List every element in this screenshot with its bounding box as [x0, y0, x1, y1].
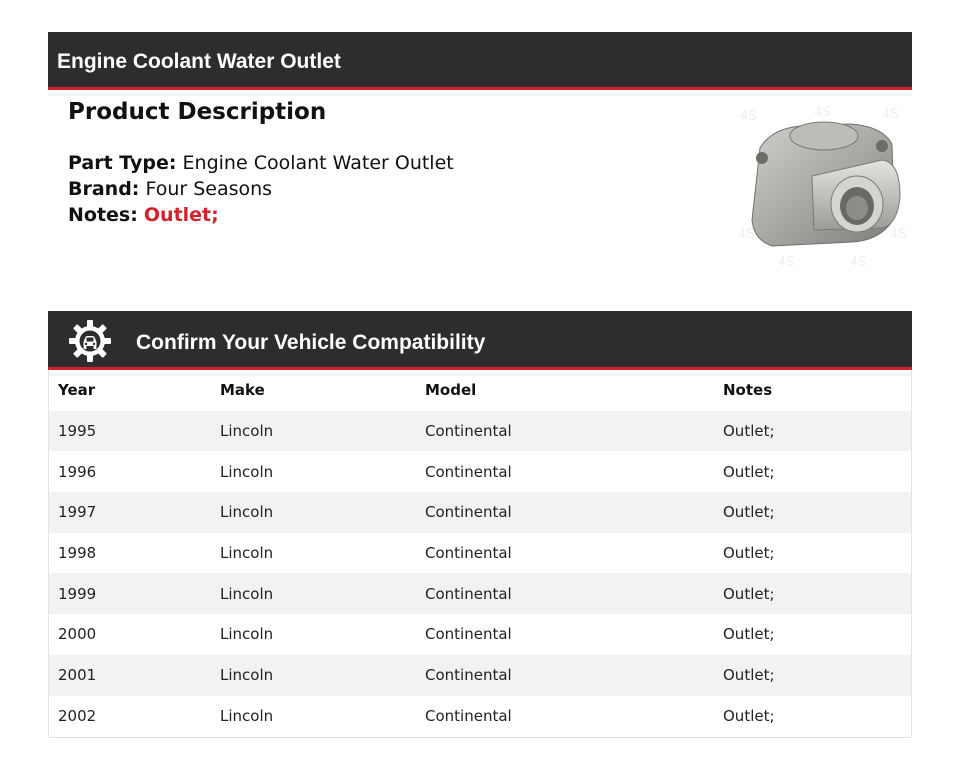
brand-label: Brand: [68, 178, 140, 200]
table-row [49, 492, 911, 533]
cell-notes: Outlet; [714, 614, 911, 655]
notes-line [68, 202, 708, 228]
description-heading: Product Description [68, 99, 327, 125]
column-header-year: Year [58, 381, 96, 400]
compatibility-bar [48, 311, 912, 370]
product-title: Engine Coolant Water Outlet [57, 50, 341, 73]
table-row [49, 451, 911, 492]
cell-notes: Outlet; [714, 655, 911, 696]
svg-text:4S: 4S [740, 109, 757, 124]
cell-notes: Outlet; [714, 573, 911, 614]
column-header-make: Make [220, 381, 265, 400]
notes-label: Notes: [68, 204, 138, 226]
svg-text:4S: 4S [738, 227, 755, 242]
table-row [49, 614, 911, 655]
part-type-label: Part Type: [68, 152, 177, 174]
svg-text:4S: 4S [814, 105, 831, 120]
svg-text:4S: 4S [890, 227, 907, 242]
column-header-model: Model [425, 381, 477, 400]
column-header-notes: Notes [723, 381, 773, 400]
part-type-line [68, 150, 708, 176]
cell-model: Continental [416, 655, 714, 696]
cell-year: 2000 [49, 614, 211, 655]
cell-year: 2001 [49, 655, 211, 696]
cell-notes: Outlet; [714, 411, 911, 452]
cell-model: Continental [416, 492, 714, 533]
brand-value: Four Seasons [145, 178, 273, 200]
cell-model: Continental [416, 614, 714, 655]
cell-year: 1996 [49, 451, 211, 492]
product-description [68, 96, 708, 228]
notes-value: Outlet; [143, 204, 219, 226]
cell-year: 2002 [49, 696, 211, 737]
cell-notes: Outlet; [714, 696, 911, 737]
brand-line [68, 176, 708, 202]
table-row [49, 655, 911, 696]
cell-make: Lincoln [211, 655, 416, 696]
cell-model: Continental [416, 411, 714, 452]
table-row [49, 533, 911, 574]
cell-notes: Outlet; [714, 451, 911, 492]
cell-year: 1995 [49, 411, 211, 452]
cell-notes: Outlet; [714, 533, 911, 574]
coolant-water-outlet-image [732, 100, 912, 270]
svg-text:4S: 4S [850, 255, 867, 270]
cell-make: Lincoln [211, 492, 416, 533]
cell-year: 1997 [49, 492, 211, 533]
cell-make: Lincoln [211, 614, 416, 655]
table-row [49, 573, 911, 614]
cell-make: Lincoln [211, 573, 416, 614]
gear-car-icon [69, 320, 111, 362]
cell-make: Lincoln [211, 451, 416, 492]
svg-text:4S: 4S [882, 107, 899, 122]
svg-text:4S: 4S [778, 255, 795, 270]
compatibility-title: Confirm Your Vehicle Compatibility [136, 331, 486, 354]
cell-make: Lincoln [211, 696, 416, 737]
cell-model: Continental [416, 573, 714, 614]
table-header-row [49, 370, 911, 411]
cell-make: Lincoln [211, 533, 416, 574]
cell-year: 1998 [49, 533, 211, 574]
cell-model: Continental [416, 696, 714, 737]
cell-model: Continental [416, 451, 714, 492]
cell-notes: Outlet; [714, 492, 911, 533]
cell-make: Lincoln [211, 411, 416, 452]
table-row [49, 411, 911, 452]
compatibility-table [48, 370, 912, 738]
product-title-bar [48, 32, 912, 90]
cell-model: Continental [416, 533, 714, 574]
cell-year: 1999 [49, 573, 211, 614]
part-type-value: Engine Coolant Water Outlet [182, 152, 454, 174]
table-row [49, 696, 911, 737]
